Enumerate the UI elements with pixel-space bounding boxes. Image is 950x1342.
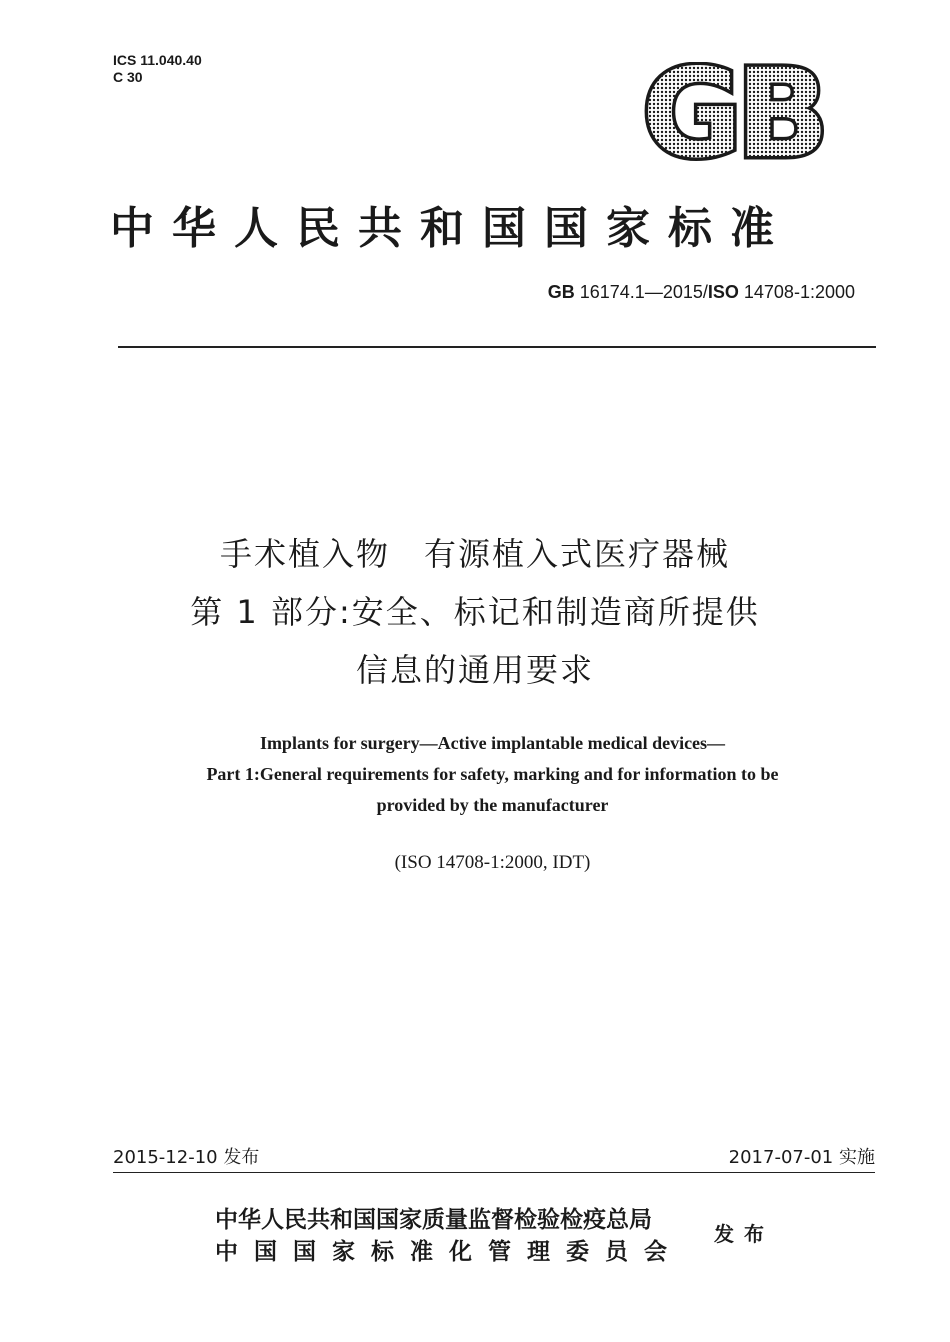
english-title-line-3: provided by the manufacturer <box>376 795 609 815</box>
gb-prefix: GB <box>547 282 575 302</box>
implementation-date: 2017-07-01 实施 <box>728 1147 875 1168</box>
chinese-title-line-1: 手术植入物 有源植入式医疗器械 <box>219 535 730 573</box>
english-title <box>0 728 950 821</box>
ccs-code: C 30 <box>113 69 143 85</box>
header-divider <box>118 346 876 348</box>
iso-reference: (ISO 14708-1:2000, IDT) <box>394 852 591 873</box>
english-title-line-1: Implants for surgery—Active implantable medical devices— <box>259 733 726 753</box>
gb-number: 16174.1—2015/ <box>574 282 708 302</box>
chinese-title <box>0 525 950 699</box>
ics-code: ICS 11.040.40 <box>113 52 202 68</box>
national-standard-title: 中华人民共和国国家标准 <box>110 203 792 254</box>
issuer-sac: 中国国家标准化管理委员会 <box>215 1238 683 1265</box>
english-title-line-2: Part 1:General requirements for safety, marking and for information to be <box>206 764 779 784</box>
gb-logo <box>640 62 840 162</box>
gb-logo-text: GB <box>642 62 824 162</box>
standard-number <box>548 282 855 303</box>
issuer-aqsiq: 中华人民共和国国家质量监督检验检疫总局 <box>215 1206 652 1233</box>
footer-divider <box>113 1172 875 1173</box>
issue-date: 2015-12-10 发布 <box>113 1147 260 1168</box>
iso-prefix: ISO <box>707 282 739 302</box>
publish-label: 发布 <box>714 1222 774 1246</box>
chinese-title-line-2: 第 1 部分:安全、标记和制造商所提供 <box>190 593 760 631</box>
chinese-title-line-3: 信息的通用要求 <box>355 651 594 689</box>
iso-number: 14708-1:2000 <box>738 282 855 302</box>
classification-codes <box>113 52 202 86</box>
gb-logo-icon <box>640 62 840 162</box>
